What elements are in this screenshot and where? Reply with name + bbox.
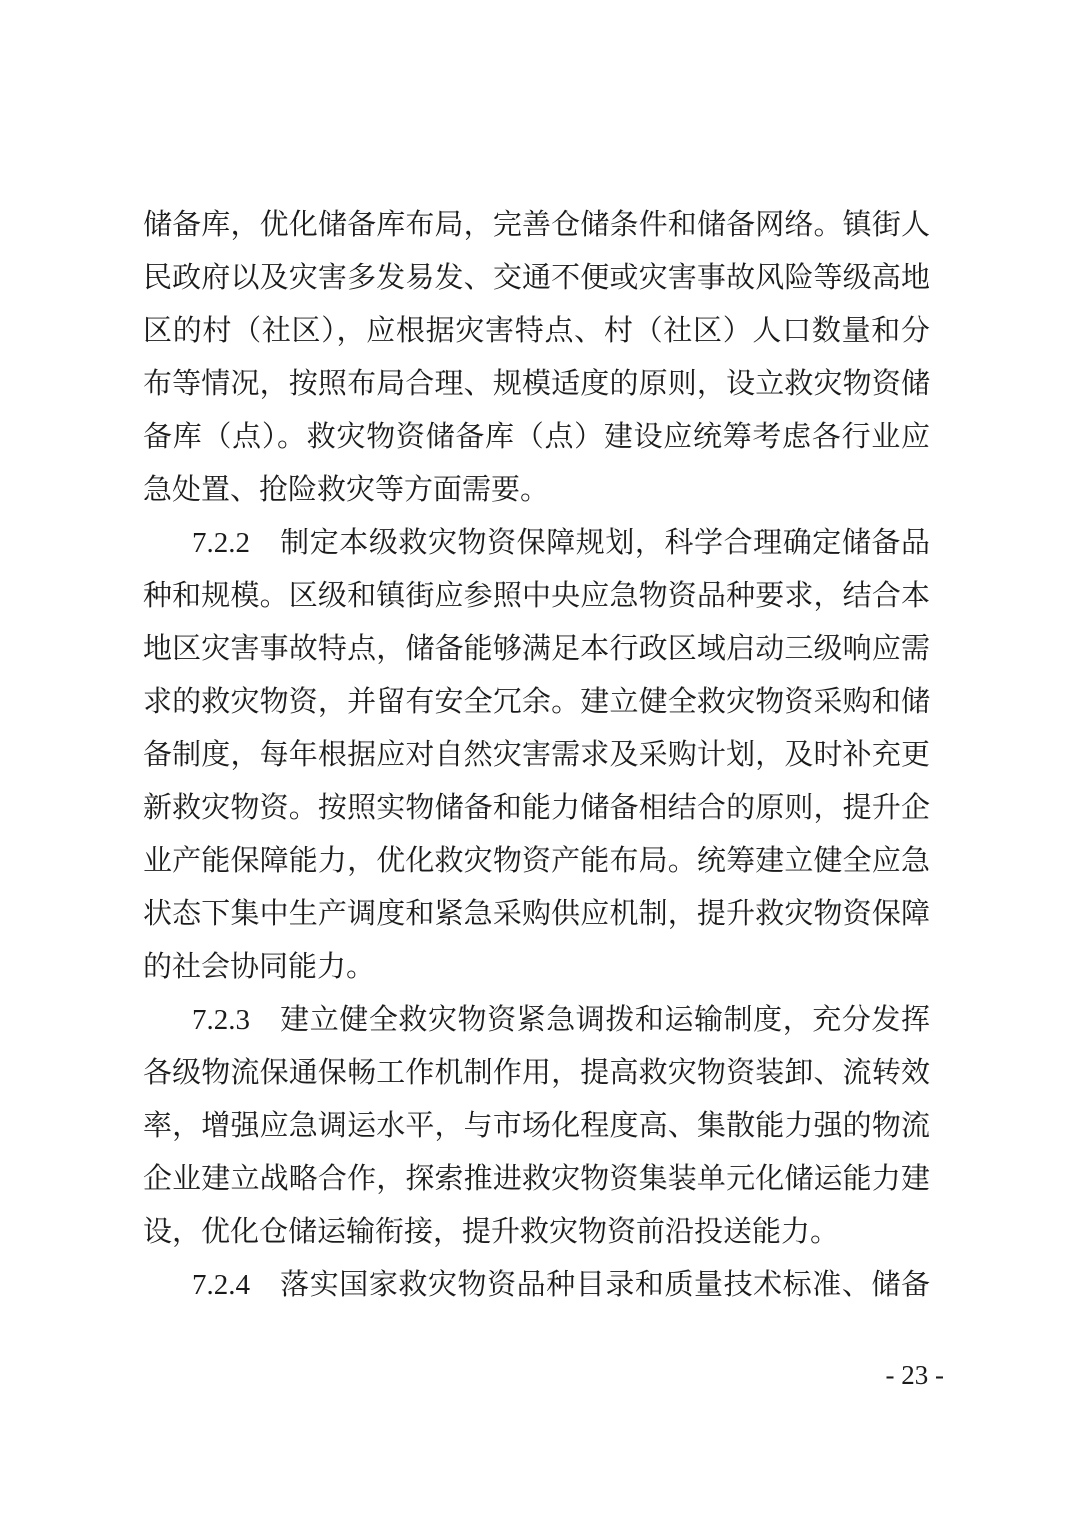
text-line: 区的村（社区），应根据灾害特点、村（社区）人口数量和分 [143, 315, 930, 347]
body-text-block [143, 199, 930, 1312]
text-line: 业产能保障能力，优化救灾物资产能布局。统筹建立健全应急 [143, 845, 930, 877]
section-heading-line-7-2-4: 7.2.4 落实国家救灾物资品种目录和质量技术标准、储备 [192, 1269, 930, 1301]
section-heading-line-7-2-3: 7.2.3 建立健全救灾物资紧急调拨和运输制度，充分发挥 [192, 1004, 930, 1036]
text-line: 设，优化仓储运输衔接，提升救灾物资前沿投送能力。 [143, 1216, 840, 1248]
text-line: 新救灾物资。按照实物储备和能力储备相结合的原则，提升企 [143, 792, 930, 824]
text-line: 储备库，优化储备库布局，完善仓储条件和储备网络。镇街人 [143, 209, 930, 241]
text-line: 备库（点）。救灾物资储备库（点）建设应统筹考虑各行业应 [143, 421, 930, 453]
section-heading-line-7-2-2: 7.2.2 制定本级救灾物资保障规划，科学合理确定储备品 [192, 527, 930, 559]
text-line: 布等情况，按照布局合理、规模适度的原则，设立救灾物资储 [143, 368, 930, 400]
text-line: 备制度，每年根据应对自然灾害需求及采购计划，及时补充更 [143, 739, 930, 771]
text-line: 民政府以及灾害多发易发、交通不便或灾害事故风险等级高地 [143, 262, 930, 294]
text-line: 地区灾害事故特点，储备能够满足本行政区域启动三级响应需 [143, 633, 930, 665]
text-line: 种和规模。区级和镇街应参照中央应急物资品种要求，结合本 [143, 580, 930, 612]
page-number: - 23 - [885, 1360, 944, 1390]
text-line: 企业建立战略合作，探索推进救灾物资集装单元化储运能力建 [143, 1163, 930, 1195]
text-line: 的社会协同能力。 [143, 951, 376, 983]
text-line: 率，增强应急调运水平，与市场化程度高、集散能力强的物流 [143, 1110, 930, 1142]
text-line: 各级物流保通保畅工作机制作用，提高救灾物资装卸、流转效 [143, 1057, 930, 1089]
text-line: 求的救灾物资，并留有安全冗余。建立健全救灾物资采购和储 [143, 686, 930, 718]
text-line: 急处置、抢险救灾等方面需要。 [143, 474, 550, 506]
text-line: 状态下集中生产调度和紧急采购供应机制，提升救灾物资保障 [143, 898, 930, 930]
